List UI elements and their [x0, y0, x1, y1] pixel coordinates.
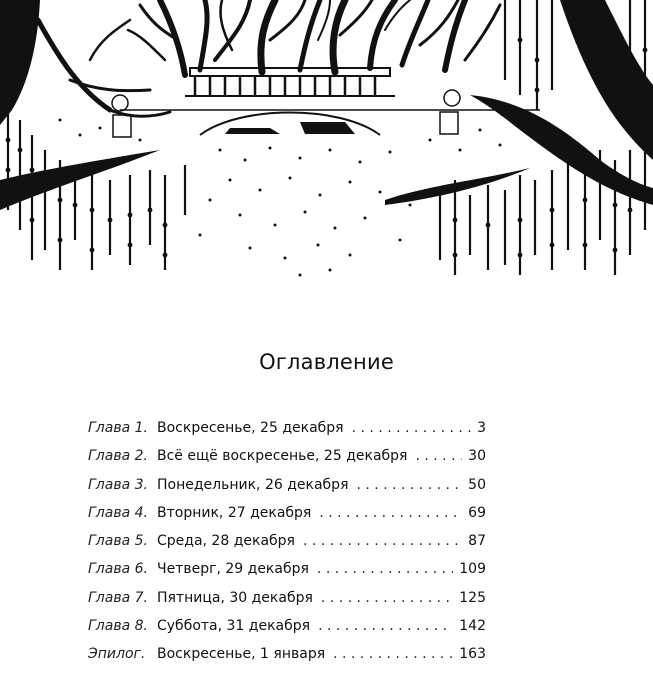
left-tree: [0, 0, 160, 210]
toc-dot-leader: [317, 561, 453, 577]
toc-entry-name: Среда, 28 декабря: [157, 533, 295, 550]
toc-entry-page: 69: [468, 504, 486, 521]
toc-dot-leader: [303, 533, 462, 549]
toc-entry[interactable]: [88, 477, 486, 505]
toc-entry[interactable]: [88, 590, 486, 618]
background-trees: [128, 0, 500, 75]
toc-entry[interactable]: [88, 646, 486, 674]
toc-entry[interactable]: [88, 420, 486, 448]
water-dots: [59, 119, 502, 277]
toc-entry-page: 3: [477, 420, 486, 436]
toc-dot-leader: [357, 477, 463, 493]
toc-entry[interactable]: [88, 618, 486, 646]
toc-entry[interactable]: [88, 448, 486, 476]
toc-dot-leader: [415, 448, 462, 464]
toc-title: Оглавление: [259, 350, 394, 375]
toc-entry-prefix: Глава 6.: [88, 561, 148, 578]
toc-entry-page: 109: [459, 561, 486, 578]
toc-entry-name: Всё ещё воскресенье, 25 декабря: [157, 448, 408, 465]
left-branches: [38, 20, 170, 116]
toc-entry-page: 87: [468, 533, 486, 550]
stone-bridge: [112, 68, 540, 137]
toc-entry-name: Воскресенье, 25 декабря: [157, 420, 344, 436]
toc-entry-name: Вторник, 27 декабря: [157, 504, 312, 521]
park-bridge-illustration: [0, 0, 653, 295]
toc-entry-page: 142: [459, 618, 486, 635]
toc-entry-page: 50: [468, 476, 486, 493]
toc-entry-name: Четверг, 29 декабря: [157, 561, 309, 578]
toc-dot-leader: [333, 646, 453, 662]
toc-dot-leader: [352, 420, 471, 436]
toc-entry-prefix: Глава 5.: [88, 533, 148, 550]
toc-entry-page: 125: [459, 589, 486, 606]
toc-entry-prefix: Глава 4.: [88, 504, 148, 521]
toc-dot-leader: [321, 590, 453, 606]
toc-entry-name: Пятница, 30 декабря: [157, 589, 313, 606]
toc-entry-name: Воскресенье, 1 января: [157, 646, 326, 663]
toc-entry-prefix: Глава 1.: [88, 420, 148, 436]
toc-entry-page: 163: [459, 646, 486, 663]
toc-entry-prefix: Глава 8.: [88, 618, 148, 635]
toc-dot-leader: [318, 618, 453, 634]
toc-entry-prefix: Эпилог.: [88, 646, 146, 663]
toc-entry-prefix: Глава 7.: [88, 589, 148, 606]
toc-entry[interactable]: [88, 505, 486, 533]
toc-entry-name: Понедельник, 26 декабря: [157, 476, 349, 493]
toc-entry-page: 30: [468, 448, 486, 465]
toc-dot-leader: [319, 505, 462, 521]
toc-entry[interactable]: [88, 561, 486, 589]
toc-entry-prefix: Глава 2.: [88, 448, 148, 465]
toc-entry[interactable]: [88, 533, 486, 561]
toc-entry-prefix: Глава 3.: [88, 476, 148, 493]
toc-entry-name: Суббота, 31 декабря: [157, 618, 311, 635]
table-of-contents: [88, 420, 486, 675]
